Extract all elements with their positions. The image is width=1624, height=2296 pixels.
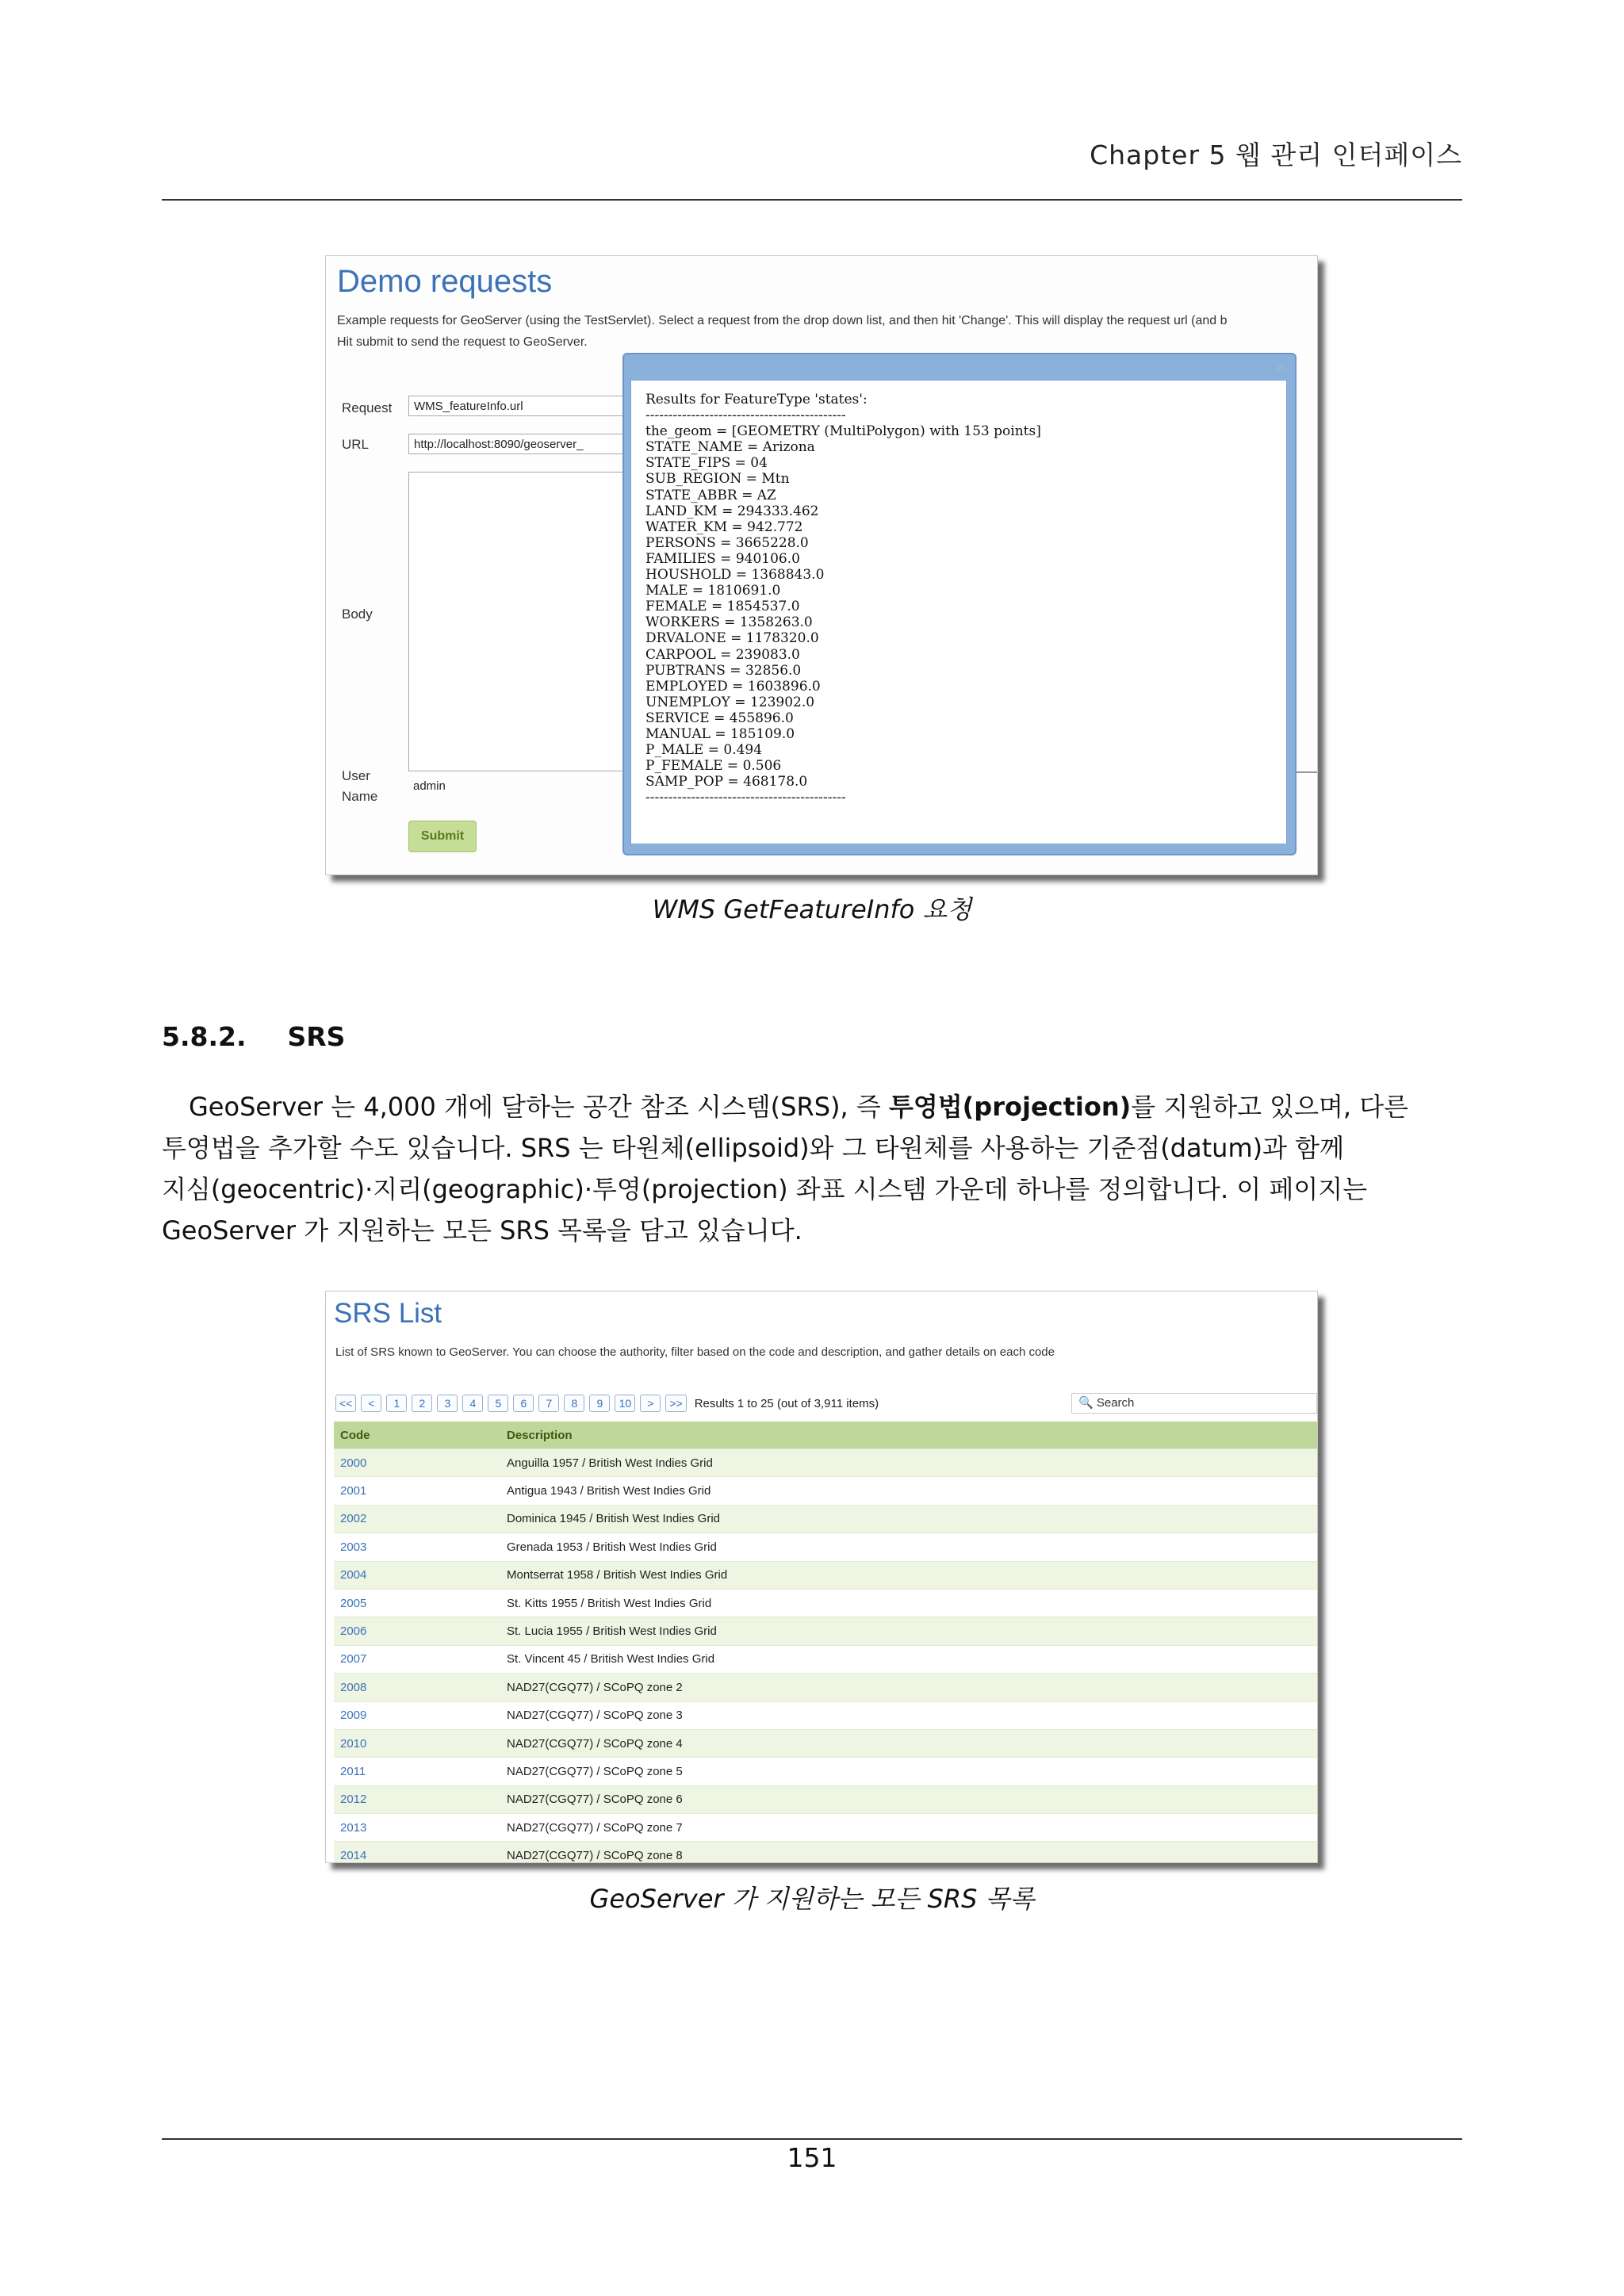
pagination [335, 1393, 879, 1414]
page-link[interactable]: > [640, 1395, 661, 1412]
feature-info-line: HOUSHOLD = 1368843.0 [645, 567, 825, 584]
feature-info-line: STATE_ABBR = AZ [645, 487, 776, 503]
feature-info-line: LAND_KM = 294333.462 [645, 503, 819, 519]
feature-info-line: SUB_REGION = Mtn [645, 471, 790, 488]
srs-code-link[interactable]: 2009 [334, 1701, 500, 1729]
table-row [334, 1533, 1318, 1561]
srs-description: Dominica 1945 / British West Indies Grid [500, 1505, 1318, 1533]
user-label: User [342, 768, 370, 783]
page-link[interactable]: 7 [538, 1395, 559, 1412]
page-link[interactable]: << [335, 1395, 356, 1412]
feature-info-line: DRVALONE = 1178320.0 [645, 630, 819, 647]
feature-info-line: PERSONS = 3665228.0 [645, 534, 809, 551]
srs-code-link[interactable]: 2004 [334, 1561, 500, 1589]
close-icon[interactable]: × [1275, 358, 1285, 377]
srs-description: NAD27(CGQ77) / SCoPQ zone 8 [500, 1842, 1318, 1863]
description-line: Hit submit to send the request to GeoServer. [337, 335, 588, 349]
request-label: Request [342, 400, 393, 415]
srs-code-link[interactable]: 2002 [334, 1505, 500, 1533]
table-row [334, 1505, 1318, 1533]
running-header: Chapter 5 웹 관리 인터페이스 [1090, 140, 1462, 170]
footer-rule [162, 2138, 1462, 2140]
srs-description: NAD27(CGQ77) / SCoPQ zone 3 [500, 1701, 1318, 1729]
srs-description: St. Lucia 1955 / British West Indies Grid [500, 1617, 1318, 1645]
srs-table-body [334, 1449, 1318, 1864]
page-link[interactable]: 9 [589, 1395, 610, 1412]
srs-code-link[interactable]: 2006 [334, 1617, 500, 1645]
table-row [334, 1701, 1318, 1729]
feature-info-line: SERVICE = 455896.0 [645, 710, 794, 726]
feature-info-line: SAMP_POP = 468178.0 [645, 774, 808, 790]
page-link[interactable]: 1 [386, 1395, 407, 1412]
feature-info-popup [622, 353, 1297, 855]
page-link[interactable]: 5 [488, 1395, 508, 1412]
table-header-row [334, 1422, 1318, 1449]
page-link[interactable]: 4 [462, 1395, 483, 1412]
table-row [334, 1477, 1318, 1505]
srs-code-link[interactable]: 2001 [334, 1477, 500, 1505]
description-line: Example requests for GeoServer (using the TestServlet). Select a request from the drop down list, and then hit 'Change'. This will display the request url (and b [337, 314, 1228, 327]
srs-description: NAD27(CGQ77) / SCoPQ zone 4 [500, 1729, 1318, 1757]
section-heading [162, 1021, 345, 1052]
paragraph-line [189, 1091, 1462, 1123]
search-icon: 🔍 [1078, 1396, 1094, 1410]
feature-info-line: the_geom = [GEOMETRY (MultiPolygon) with 153 points] [645, 423, 1041, 440]
feature-info-line: MANUAL = 185109.0 [645, 725, 795, 742]
feature-info-content [630, 380, 1287, 844]
feature-info-results [645, 392, 1041, 806]
table-row [334, 1449, 1318, 1477]
srs-description: Anguilla 1957 / British West Indies Grid [500, 1449, 1318, 1477]
feature-info-line: UNEMPLOY = 123902.0 [645, 694, 815, 710]
demo-requests-screenshot [325, 255, 1318, 875]
column-header-description[interactable]: Description [500, 1422, 1318, 1449]
results-count: Results 1 to 25 (out of 3,911 items) [694, 1396, 879, 1410]
srs-code-link[interactable]: 2005 [334, 1589, 500, 1617]
srs-code-link[interactable]: 2012 [334, 1785, 500, 1813]
page-link[interactable]: 6 [513, 1395, 534, 1412]
page-link[interactable]: >> [665, 1395, 686, 1412]
url-input[interactable]: http://localhost:8090/geoserver_ [408, 434, 635, 454]
table-row [334, 1729, 1318, 1757]
table-row [334, 1589, 1318, 1617]
srs-code-link[interactable]: 2013 [334, 1814, 500, 1842]
feature-info-line: Results for FeatureType 'states': [645, 392, 868, 408]
body-label: Body [342, 607, 373, 622]
srs-description: Grenada 1953 / British West Indies Grid [500, 1533, 1318, 1561]
page-link[interactable]: 3 [437, 1395, 458, 1412]
feature-info-line: WATER_KM = 942.772 [645, 519, 803, 535]
feature-info-line: PUBTRANS = 32856.0 [645, 662, 802, 679]
srs-code-link[interactable]: 2011 [334, 1758, 500, 1785]
feature-info-line: STATE_NAME = Arizona [645, 439, 815, 456]
request-select[interactable]: WMS_featureInfo.url [408, 396, 635, 416]
table-row [334, 1674, 1318, 1701]
search-input[interactable] [1071, 1393, 1317, 1414]
srs-table [334, 1422, 1318, 1863]
srs-list-title: SRS List [334, 1298, 442, 1329]
page-link[interactable]: < [361, 1395, 381, 1412]
paragraph-text: GeoServer 는 4,000 개에 달하는 공간 참조 시스템(SRS), 즉 [189, 1092, 889, 1122]
srs-code-link[interactable]: 2008 [334, 1674, 500, 1701]
url-label: URL [342, 437, 370, 452]
feature-info-line: FEMALE = 1854537.0 [645, 599, 800, 615]
search-placeholder: Search [1096, 1396, 1135, 1410]
column-header-code[interactable]: Code [334, 1422, 500, 1449]
section-title: SRS [287, 1021, 346, 1052]
page-link[interactable]: 10 [615, 1395, 635, 1412]
srs-code-link[interactable]: 2010 [334, 1729, 500, 1757]
page-link[interactable]: 8 [564, 1395, 584, 1412]
paragraph-line: 지심(geocentric)·지리(geographic)·투영(projection) 좌표 시스템 가운데 하나를 정의합니다. 이 페이지는 [162, 1174, 1368, 1204]
table-row [334, 1617, 1318, 1645]
bold-term: 투영법(projection) [888, 1092, 1132, 1122]
feature-info-line: FAMILIES = 940106.0 [645, 550, 800, 567]
srs-description: NAD27(CGQ77) / SCoPQ zone 6 [500, 1785, 1318, 1813]
srs-list-screenshot [325, 1291, 1318, 1863]
page-number: 151 [787, 2142, 837, 2173]
page-link[interactable]: 2 [412, 1395, 432, 1412]
figure2-caption: GeoServer 가 지원하는 모든 SRS 목록 [589, 1884, 1035, 1914]
username-input[interactable]: admin [413, 779, 446, 793]
srs-description: NAD27(CGQ77) / SCoPQ zone 2 [500, 1674, 1318, 1701]
feature-info-line: WORKERS = 1358263.0 [645, 614, 813, 631]
demo-requests-title: Demo requests [337, 264, 553, 299]
paragraph-line: GeoServer 가 지원하는 모든 SRS 목록을 담고 있습니다. [162, 1215, 802, 1246]
feature-info-line: P_FEMALE = 0.506 [645, 758, 782, 775]
feature-info-line: -------------------------------------------- [645, 790, 846, 806]
table-row [334, 1758, 1318, 1785]
paragraph-text: 를 지원하고 있으며, 다른 [1131, 1092, 1409, 1122]
srs-description: St. Vincent 45 / British West Indies Grid [500, 1645, 1318, 1673]
header-rule [162, 199, 1462, 201]
srs-description: Montserrat 1958 / British West Indies Grid [500, 1561, 1318, 1589]
srs-description: NAD27(CGQ77) / SCoPQ zone 5 [500, 1758, 1318, 1785]
srs-description: Antigua 1943 / British West Indies Grid [500, 1477, 1318, 1505]
table-row [334, 1645, 1318, 1673]
feature-info-line: -------------------------------------------- [645, 408, 846, 424]
table-row [334, 1842, 1318, 1863]
srs-list-description: List of SRS known to GeoServer. You can choose the authority, filter based on the code and description, and gather details on each code [335, 1345, 1055, 1359]
srs-code-link[interactable]: 2003 [334, 1533, 500, 1561]
feature-info-line: MALE = 1810691.0 [645, 583, 781, 599]
submit-button[interactable]: Submit [408, 821, 477, 852]
srs-code-link[interactable]: 2007 [334, 1645, 500, 1673]
srs-description: St. Kitts 1955 / British West Indies Grid [500, 1589, 1318, 1617]
demo-requests-description [337, 310, 1228, 353]
paragraph-line: 투영법을 추가할 수도 있습니다. SRS 는 타원체(ellipsoid)와 그 타원체를 사용하는 기준점(datum)과 함께 [162, 1133, 1345, 1163]
srs-code-link[interactable]: 2014 [334, 1842, 500, 1863]
figure1-caption: WMS GetFeatureInfo 요청 [652, 894, 972, 924]
srs-description: NAD27(CGQ77) / SCoPQ zone 7 [500, 1814, 1318, 1842]
feature-info-line: STATE_FIPS = 04 [645, 455, 768, 472]
table-row [334, 1814, 1318, 1842]
srs-code-link[interactable]: 2000 [334, 1449, 500, 1477]
table-row [334, 1561, 1318, 1589]
table-row [334, 1785, 1318, 1813]
feature-info-line: P_MALE = 0.494 [645, 742, 763, 759]
feature-info-line: EMPLOYED = 1603896.0 [645, 678, 821, 695]
feature-info-line: CARPOOL = 239083.0 [645, 646, 800, 663]
name-label: Name [342, 789, 378, 804]
section-number: 5.8.2. [162, 1021, 247, 1052]
